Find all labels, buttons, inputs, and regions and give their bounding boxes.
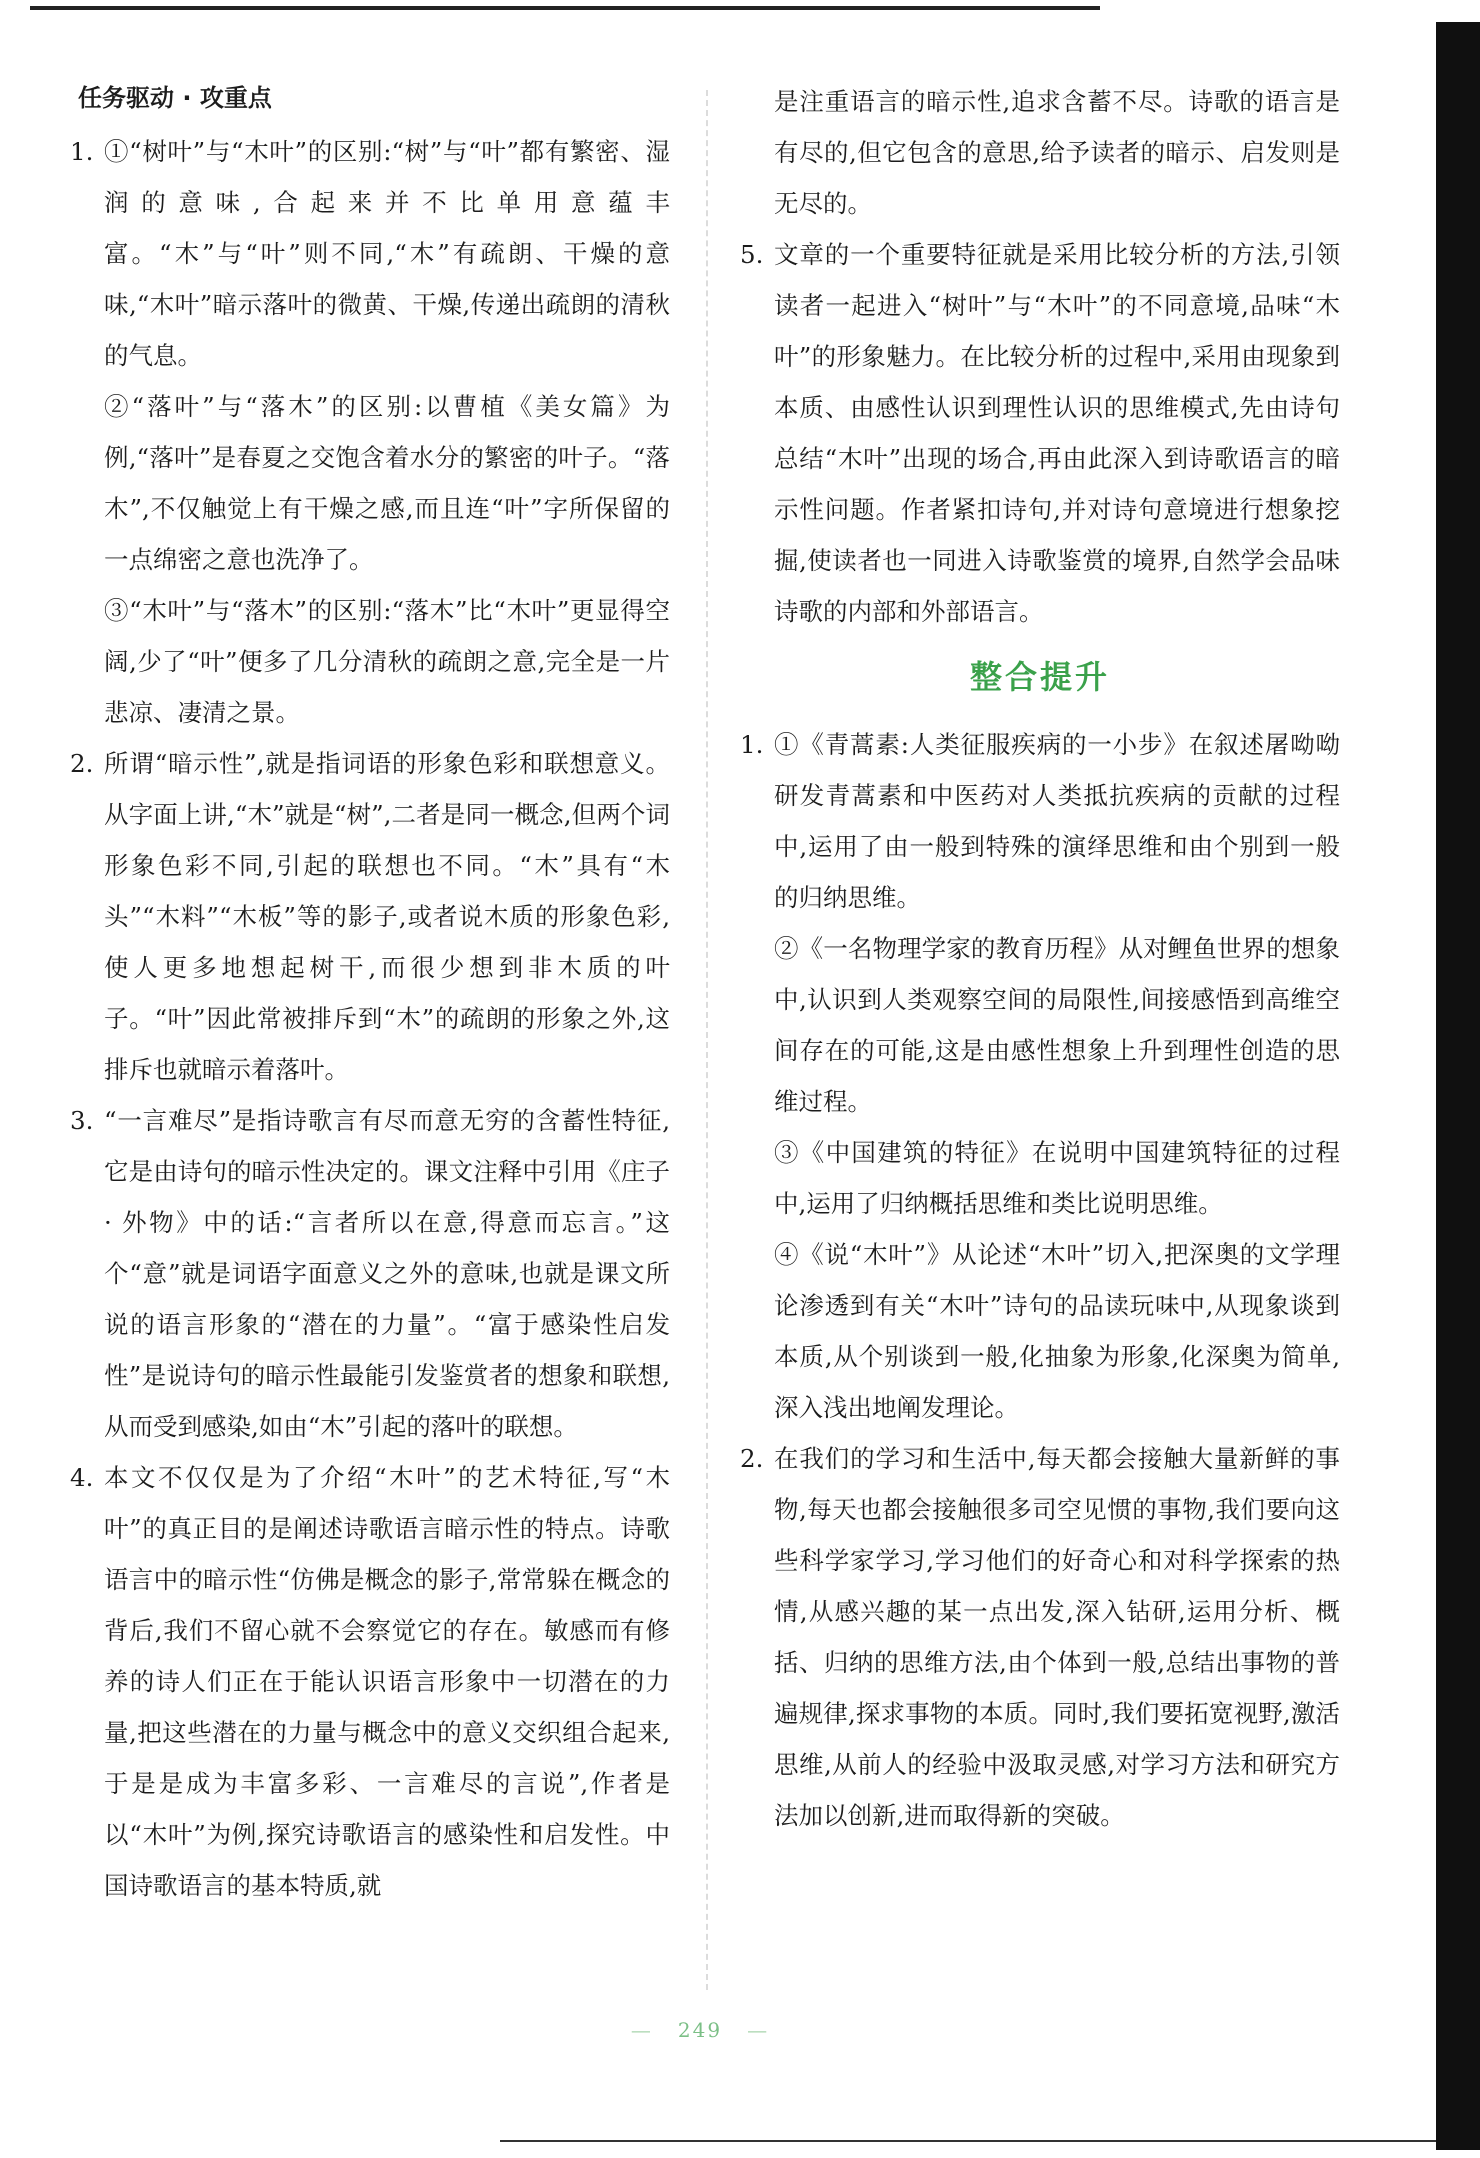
item-number: 1. [70,137,94,166]
answer-item-3 [70,1095,670,1452]
bottom-rule [500,2140,1436,2142]
answer-paragraph: ③《中国建筑的特征》在说明中国建筑特征的过程中,运用了归纳概括思维和类比说明思维。 [774,1138,1340,1218]
item-number: 2. [740,1444,764,1473]
integrate-item-1 [740,719,1340,1433]
book-spine-shadow [1436,22,1480,2150]
answer-item-4 [70,1452,670,1911]
answer-paragraph: ④《说“木叶”》从论述“木叶”切入,把深奥的文学理论渗透到有关“木叶”诗句的品读玩味中,从现象谈到本质,从个别谈到一般,化抽象为形象,化深奥为简单,深入浅出地阐发理论。 [774,1240,1340,1422]
answer-item-1 [70,126,670,738]
item-number: 1. [740,730,764,759]
page-number-dash-left: — [630,2018,653,2042]
top-rule [30,6,1100,10]
answer-paragraph: 所谓“暗示性”,就是指词语的形象色彩和联想意义。从字面上讲,“木”就是“树”,二者是同一概念,但两个词形象色彩不同,引起的联想也不同。“木”具有“木头”“木料”“木板”等的影子,或者说木质的形象色彩,使人更多地想起树干,而很少想到非木质的叶子。“叶”因此常被排斥到“木”的疏朗的形象之外,这排斥也就暗示着落叶。 [104,749,670,1084]
item-number: 2. [70,749,94,778]
answer-paragraph: ②“落叶”与“落木”的区别:以曹植《美女篇》为例,“落叶”是春夏之交饱含着水分的繁密的叶子。“落木”,不仅触觉上有干燥之感,而且连“叶”字所保留的一点绵密之意也洗净了。 [104,392,670,574]
answer-paragraph: ③“木叶”与“落木”的区别:“落木”比“木叶”更显得空阔,少了“叶”便多了几分清秋的疏朗之意,完全是一片悲凉、凄清之景。 [104,596,670,727]
answer-paragraph: 在我们的学习和生活中,每天都会接触大量新鲜的事物,每天也都会接触很多司空见惯的事物,我们要向这些科学家学习,学习他们的好奇心和对科学探索的热情,从感兴趣的某一点出发,深入钻研,运用分析、概括、归纳的思维方法,由个体到一般,总结出事物的普遍规律,探求事物的本质。同时,我们要拓宽视野,激活思维,从前人的经验中汲取灵感,对学习方法和研究方法加以创新,进而取得新的突破。 [774,1444,1340,1830]
answer-paragraph: 是注重语言的暗示性,追求含蓄不尽。诗歌的语言是有尽的,但它包含的意思,给予读者的暗示、启发则是无尽的。 [774,87,1340,218]
item-number: 5. [740,240,764,269]
answer-paragraph: ①“树叶”与“木叶”的区别:“树”与“叶”都有繁密、湿润的意味,合起来并不比单用意蕴丰富。“木”与“叶”则不同,“木”有疏朗、干燥的意味,“木叶”暗示落叶的微黄、干燥,传递出疏朗的清秋的气息。 [104,137,670,370]
right-column [740,76,1340,1841]
answer-paragraph: ②《一名物理学家的教育历程》从对鲤鱼世界的想象中,认识到人类观察空间的局限性,间接感悟到高维空间存在的可能,这是由感性想象上升到理性创造的思维过程。 [774,934,1340,1116]
answer-paragraph: “一言难尽”是指诗歌言有尽而意无穷的含蓄性特征,它是由诗句的暗示性决定的。课文注释中引用《庄子 · 外物》中的话:“言者所以在意,得意而忘言。”这个“意”就是词语字面意义之外的意味,也就是课文所说的语言形象的“潜在的力量”。“富于感染性启发性”是说诗句的暗示性最能引发鉴赏者的想象和联想,从而受到感染,如由“木”引起的落叶的联想。 [104,1106,670,1441]
answer-item-2 [70,738,670,1095]
left-column [70,78,670,1911]
column-divider [706,90,708,1990]
section-heading-task: 任务驱动 · 攻重点 [78,84,272,112]
page-number-dash-right: — [747,2018,770,2042]
page-number-value: 249 [677,2018,723,2042]
answer-paragraph: ①《青蒿素:人类征服疾病的一小步》在叙述屠呦呦研发青蒿素和中医药对人类抵抗疾病的贡献的过程中,运用了由一般到特殊的演绎思维和由个别到一般的归纳思维。 [774,730,1340,912]
page-number [0,2018,1400,2042]
item-number: 4. [70,1463,94,1492]
section-heading-integrate: 整合提升 [969,658,1110,696]
answer-item-4-continued [740,76,1340,229]
answer-paragraph: 本文不仅仅是为了介绍“木叶”的艺术特征,写“木叶”的真正目的是阐述诗歌语言暗示性的特点。诗歌语言中的暗示性“仿佛是概念的影子,常常躲在概念的背后,我们不留心就不会察觉它的存在。敏感而有修养的诗人们正在于能认识语言形象中一切潜在的力量,把这些潜在的力量与概念中的意义交织组合起来,于是是成为丰富多彩、一言难尽的言说”,作者是以“木叶”为例,探究诗歌语言的感染性和启发性。中国诗歌语言的基本特质,就 [104,1463,670,1900]
answer-item-5 [740,229,1340,637]
integrate-item-2 [740,1433,1340,1841]
answer-paragraph: 文章的一个重要特征就是采用比较分析的方法,引领读者一起进入“树叶”与“木叶”的不同意境,品味“木叶”的形象魅力。在比较分析的过程中,采用由现象到本质、由感性认识到理性认识的思维模式,先由诗句总结“木叶”出现的场合,再由此深入到诗歌语言的暗示性问题。作者紧扣诗句,并对诗句意境进行想象挖掘,使读者也一同进入诗歌鉴赏的境界,自然学会品味诗歌的内部和外部语言。 [774,240,1340,626]
item-number: 3. [70,1106,94,1135]
